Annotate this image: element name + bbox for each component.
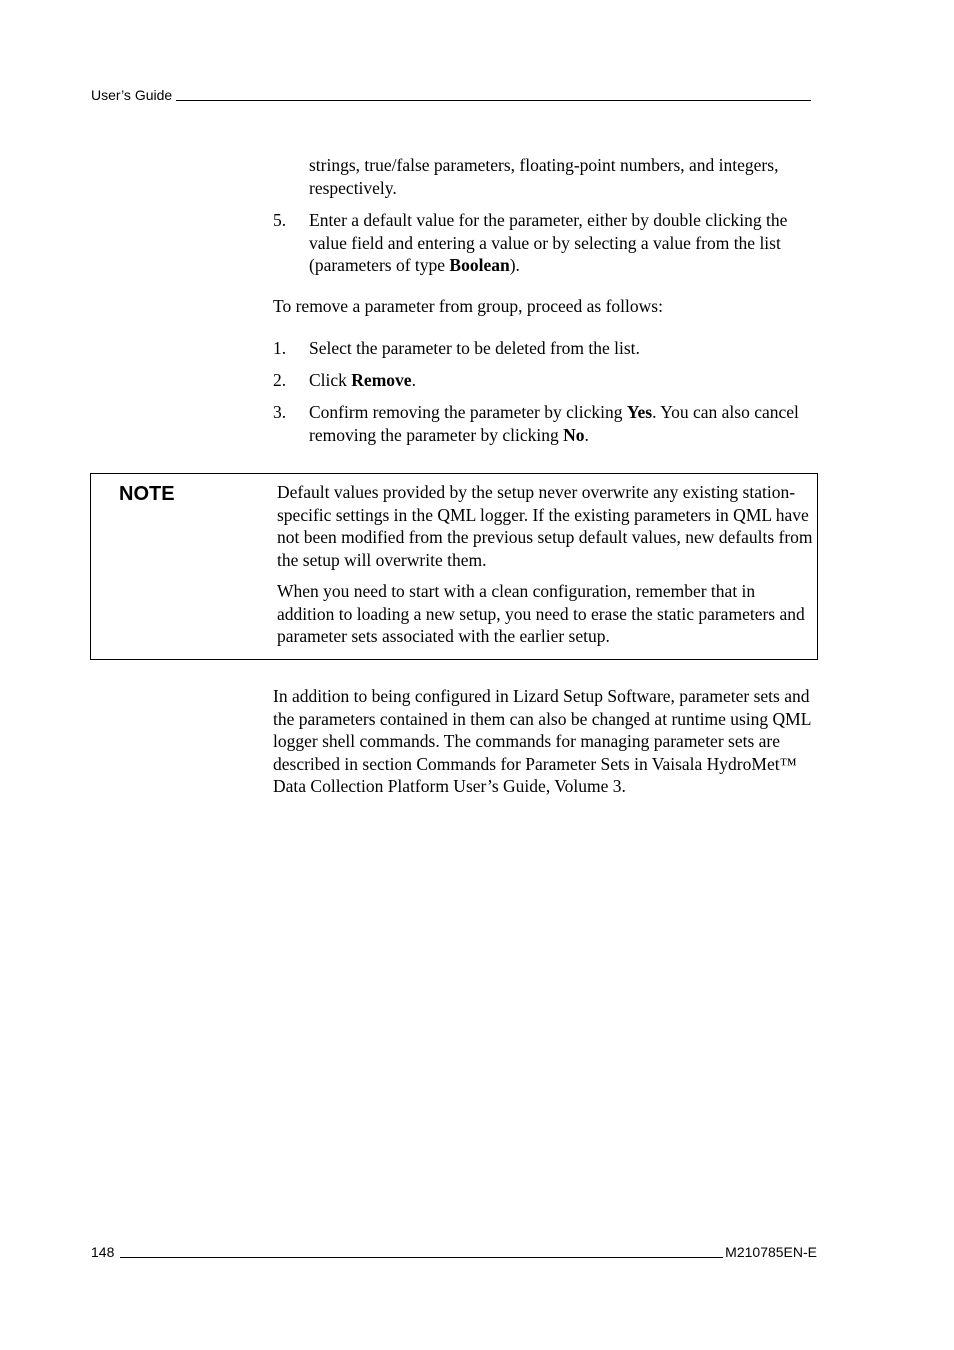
remove-step-2: [273, 369, 821, 392]
footer-rule: [120, 1257, 723, 1258]
running-footer: [91, 1243, 817, 1261]
page-number: 148: [91, 1244, 115, 1260]
step-number: 5.: [273, 210, 287, 230]
step-text: Click Remove.: [309, 370, 416, 390]
bold-term: No: [563, 424, 585, 445]
remove-step-3: [273, 401, 821, 446]
remove-intro: To remove a parameter from group, proceed as follows:: [273, 296, 663, 316]
note-box: [90, 473, 818, 660]
step-text: Confirm removing the parameter by clicking Yes. You can also cancel removing the parameter by clicking No.: [309, 402, 799, 445]
step-text: Select the parameter to be deleted from the list.: [309, 338, 640, 358]
note-label: NOTE: [119, 483, 175, 505]
document-code: M210785EN-E: [725, 1244, 817, 1260]
bold-term: Remove: [351, 370, 412, 390]
header-rule: [176, 100, 811, 101]
step-number: 2.: [273, 370, 287, 390]
continuation-text: strings, true/false parameters, floating-point numbers, and integers, respectively.: [309, 155, 779, 198]
note-paragraph: When you need to start with a clean configuration, remember that in addition to loading a new setup, you need to erase the static parameters and parameter sets associated with the earlier setup.: [277, 581, 805, 646]
remove-step-1: [273, 337, 821, 360]
step-number: 1.: [273, 338, 287, 358]
step-text: Enter a default value for the parameter, either by double clicking the value field and entering a value or by selecting a value from the list (parameters of type Boolean).: [309, 210, 788, 275]
running-header: [91, 86, 811, 104]
header-title: User’s Guide: [91, 87, 173, 103]
bold-term: Yes: [626, 402, 653, 422]
note-content: [277, 481, 813, 657]
bold-term: Boolean: [449, 255, 510, 275]
step-5: [273, 209, 821, 277]
closing-paragraph: In addition to being configured in Lizard Setup Software, parameter sets and the parameters contained in them can also be changed at runtime using QML logger shell commands. The commands for managing parameter sets are described in section Commands for Parameter Sets in Vaisala HydroMet™ Data Collection Platform User’s Guide, Volume 3.: [273, 686, 811, 796]
note-paragraph: Default values provided by the setup never overwrite any existing station-specific settings in the QML logger. If the existing parameters in QML have not been modified from the previous setup default values, new defaults from the setup will overwrite them.: [277, 482, 813, 570]
step-number: 3.: [273, 402, 287, 422]
